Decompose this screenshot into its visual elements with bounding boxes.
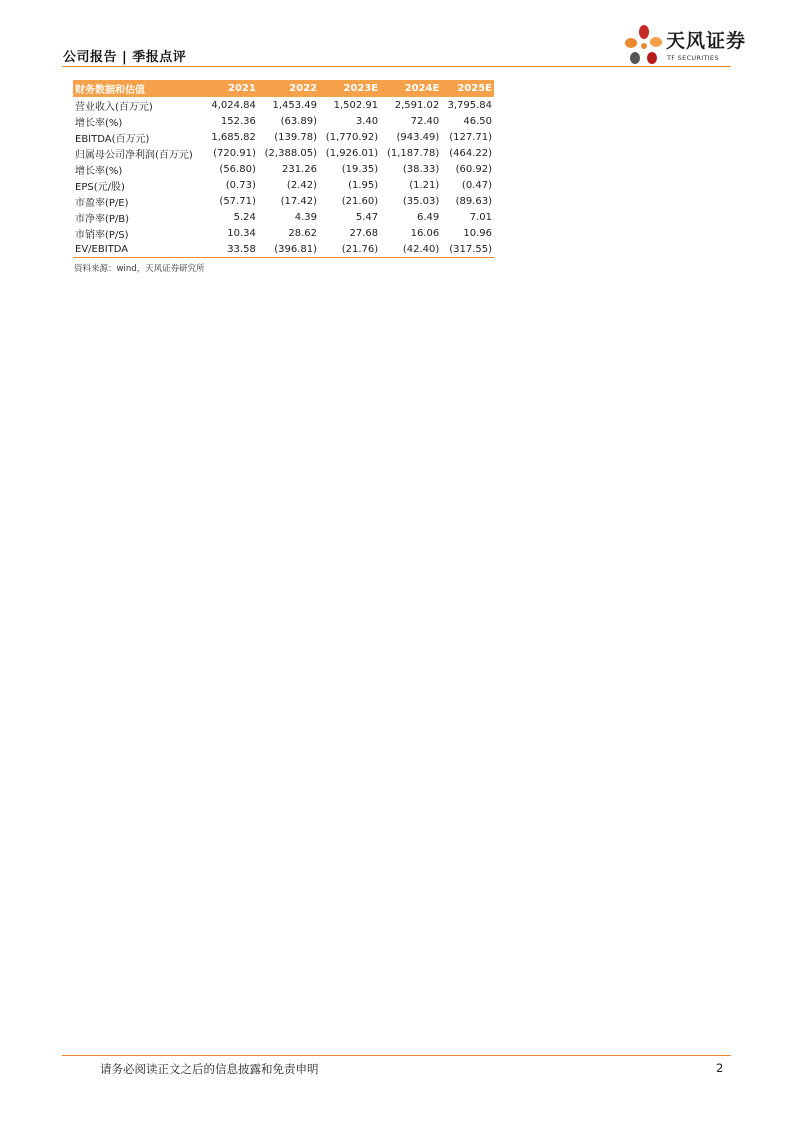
table-cell: (720.91) <box>213 147 256 159</box>
logo-subtitle: TF SECURITIES <box>667 54 719 62</box>
table-cell: (38.33) <box>402 163 440 175</box>
row-label: 市销率(P/S) <box>75 229 129 241</box>
table-row <box>73 145 494 161</box>
table-header-year: 2025E <box>441 80 494 97</box>
table-cell: 10.96 <box>463 227 492 239</box>
table-cell: (2,388.05) <box>264 147 317 159</box>
financial-data-table <box>73 80 494 258</box>
table-cell: 4.39 <box>294 211 317 223</box>
table-cell: 28.62 <box>288 227 317 239</box>
table-cell: 46.50 <box>463 115 492 127</box>
table-cell: 5.24 <box>233 211 256 223</box>
table-row <box>73 193 494 209</box>
table-cell: (396.81) <box>258 241 319 258</box>
table-cell: (35.03) <box>402 195 440 207</box>
table-cell: 152.36 <box>220 115 256 127</box>
table-cell: (21.76) <box>319 241 380 258</box>
row-label: 增长率(%) <box>75 165 123 177</box>
row-label: 归属母公司净利润(百万元) <box>75 149 193 161</box>
row-label: 市盈率(P/E) <box>75 197 129 209</box>
table-cell: 1,502.91 <box>333 99 379 111</box>
table-cell: (0.73) <box>225 179 256 191</box>
table-row <box>73 209 494 225</box>
logo-name: 天风证券 <box>666 30 747 52</box>
company-logo <box>622 24 747 68</box>
table-cell: 27.68 <box>349 227 379 239</box>
table-cell: 231.26 <box>282 163 317 175</box>
table-cell: 6.49 <box>417 211 440 223</box>
table-cell: (1.21) <box>409 179 440 191</box>
table-cell: 7.01 <box>469 211 492 223</box>
table-row <box>73 225 494 241</box>
table-cell: 1,685.82 <box>211 131 256 143</box>
table-cell: 16.06 <box>410 227 440 239</box>
table-cell: 72.40 <box>410 115 440 127</box>
table-cell: 3,795.84 <box>447 99 492 111</box>
table-header-label: 财务数据和估值 <box>73 80 205 97</box>
footer-divider <box>62 1055 731 1056</box>
table-cell: 2,591.02 <box>394 99 440 111</box>
table-cell: 1,453.49 <box>272 99 317 111</box>
table-cell: (0.47) <box>461 179 492 191</box>
footer-disclaimer: 请务必阅读正文之后的信息披露和免责申明 <box>100 1062 319 1076</box>
report-header-title: 公司报告 | 季报点评 <box>63 50 187 65</box>
table-cell: 10.34 <box>227 227 256 239</box>
table-cell: (1,770.92) <box>325 131 379 143</box>
table-header-year: 2021 <box>205 80 258 97</box>
table-row <box>73 161 494 177</box>
table-cell: (2.42) <box>286 179 317 191</box>
row-label: EBITDA(百万元) <box>75 133 150 145</box>
header-divider <box>62 66 731 67</box>
row-label: 市净率(P/B) <box>75 213 130 225</box>
table-cell: (1.95) <box>348 179 379 191</box>
table-cell: (42.40) <box>380 241 441 258</box>
table-row <box>73 241 494 258</box>
table-cell: (1,187.78) <box>386 147 440 159</box>
table-cell: (21.60) <box>341 195 379 207</box>
table-cell: (56.80) <box>219 163 256 175</box>
table-header-year: 2022 <box>258 80 319 97</box>
table-cell: (89.63) <box>455 195 492 207</box>
table-cell: (464.22) <box>449 147 492 159</box>
row-label: EV/EBITDA <box>73 241 205 258</box>
table-cell: (57.71) <box>219 195 256 207</box>
table-header-row <box>73 80 494 97</box>
table-cell: (19.35) <box>341 163 379 175</box>
table-cell: (1,926.01) <box>325 147 379 159</box>
row-label: 增长率(%) <box>75 117 123 129</box>
table-cell: (139.78) <box>274 131 317 143</box>
table-cell: (17.42) <box>280 195 317 207</box>
table-row <box>73 129 494 145</box>
row-label: EPS(元/股) <box>75 181 125 193</box>
table-header-year: 2023E <box>319 80 380 97</box>
table-row <box>73 97 494 113</box>
flower-logo-icon <box>622 24 666 68</box>
data-source-note: 资料来源：wind，天风证券研究所 <box>74 264 205 274</box>
table-cell: (60.92) <box>455 163 492 175</box>
row-label: 营业收入(百万元) <box>75 101 153 113</box>
table-cell: 4,024.84 <box>211 99 256 111</box>
page-number: 2 <box>716 1061 724 1075</box>
table-cell: (63.89) <box>280 115 317 127</box>
table-header-year: 2024E <box>380 80 441 97</box>
table-cell: (317.55) <box>441 241 494 258</box>
table-row <box>73 113 494 129</box>
table-cell: 5.47 <box>355 211 379 223</box>
table-cell: (127.71) <box>449 131 492 143</box>
table-cell: (943.49) <box>396 131 440 143</box>
table-row <box>73 177 494 193</box>
table-cell: 33.58 <box>205 241 258 258</box>
table-cell: 3.40 <box>355 115 379 127</box>
